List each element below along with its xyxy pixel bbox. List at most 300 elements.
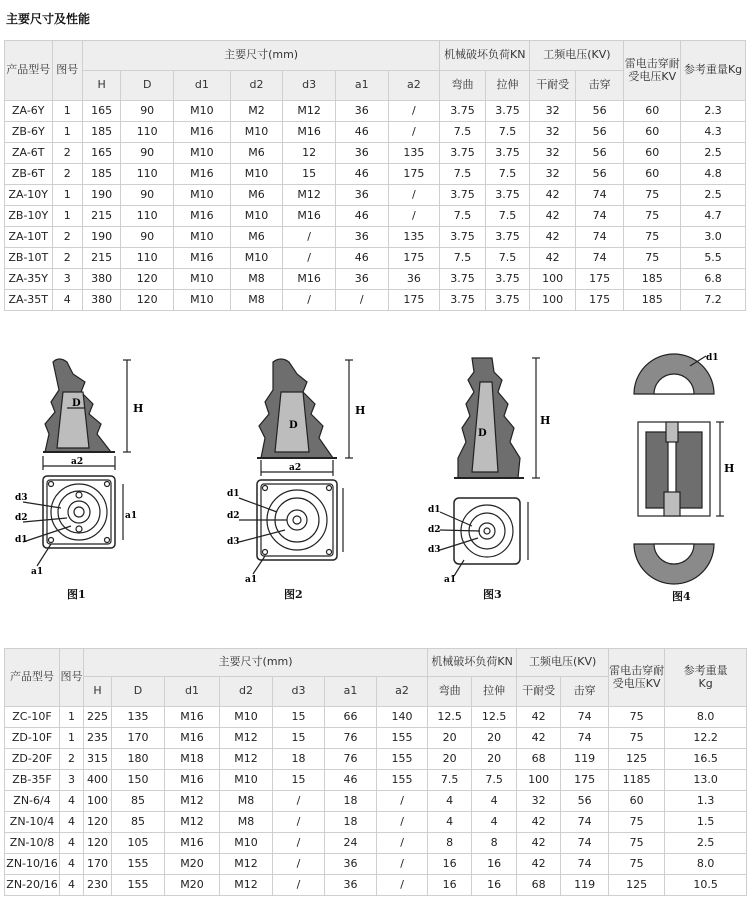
- table-cell: 24: [325, 833, 377, 854]
- header-figure-no: 图号: [52, 41, 82, 101]
- table-cell: 32: [530, 164, 576, 185]
- table-cell: 190: [82, 227, 120, 248]
- table-row: [5, 227, 746, 248]
- header-H: H: [82, 71, 120, 101]
- table-cell: 15: [273, 770, 325, 791]
- table-cell: 3.75: [440, 101, 486, 122]
- table-cell: 155: [377, 749, 428, 770]
- table-cell: /: [335, 290, 388, 311]
- table-cell: M16: [165, 728, 220, 749]
- table-cell: 185: [82, 164, 120, 185]
- table-cell: 75: [609, 812, 665, 833]
- table-cell: /: [377, 791, 428, 812]
- table-2-body: [5, 707, 747, 896]
- table-cell: 3: [52, 269, 82, 290]
- table-cell: 60: [624, 143, 681, 164]
- table-cell: 215: [82, 206, 120, 227]
- table-cell: 68: [517, 875, 561, 896]
- table-cell: 36: [325, 875, 377, 896]
- fig3-label-d1: d1: [428, 505, 441, 515]
- t2-header-power-freq: 工频电压(KV): [517, 649, 609, 677]
- table-cell: 3.75: [440, 185, 486, 206]
- header-bend: 弯曲: [440, 71, 486, 101]
- t2-header-figure-no: 图号: [60, 649, 84, 707]
- table-cell: 170: [84, 854, 112, 875]
- table-cell: 110: [121, 122, 174, 143]
- fig1-label-a2: a2: [71, 457, 84, 467]
- table-cell: 140: [377, 707, 428, 728]
- table-row: [5, 875, 747, 896]
- table-cell: 315: [84, 749, 112, 770]
- table-cell: 8.0: [665, 854, 747, 875]
- table-cell: 125: [609, 749, 665, 770]
- table-cell: M2: [230, 101, 283, 122]
- table-row: [5, 770, 747, 791]
- table-cell: M12: [220, 728, 273, 749]
- table-cell: M16: [174, 122, 231, 143]
- table-cell: 56: [561, 791, 609, 812]
- product-model-cell: ZA-6T: [5, 143, 53, 164]
- t2-header-d2: d2: [220, 677, 273, 707]
- table-cell: 12.5: [428, 707, 472, 728]
- table-row: [5, 164, 746, 185]
- table-row: [5, 143, 746, 164]
- table-cell: 32: [517, 791, 561, 812]
- table-cell: 105: [112, 833, 165, 854]
- table-cell: 170: [112, 728, 165, 749]
- fig4-label-d1: d1: [706, 353, 719, 363]
- table-cell: M20: [165, 875, 220, 896]
- table-cell: 3.75: [485, 269, 530, 290]
- table-cell: 75: [609, 854, 665, 875]
- table-cell: 120: [121, 269, 174, 290]
- table-cell: 119: [561, 875, 609, 896]
- fig3-label-H: H: [540, 414, 551, 427]
- product-model-cell: ZN-10/8: [5, 833, 60, 854]
- t2-header-weight: [665, 649, 747, 707]
- table-cell: /: [283, 290, 336, 311]
- table-cell: 56: [575, 122, 624, 143]
- table-cell: 60: [624, 101, 681, 122]
- table-cell: 74: [575, 227, 624, 248]
- table-cell: 74: [561, 812, 609, 833]
- fig2-label-d2: d2: [227, 511, 240, 521]
- fig2-label-D: D: [289, 420, 298, 431]
- fig3-label-d2: d2: [428, 525, 441, 535]
- header-tension: 拉伸: [485, 71, 530, 101]
- product-model-cell: ZN-6/4: [5, 791, 60, 812]
- table-cell: 100: [84, 791, 112, 812]
- table-cell: M20: [165, 854, 220, 875]
- table-cell: M10: [174, 290, 231, 311]
- table-cell: 16: [472, 854, 517, 875]
- table-cell: /: [388, 101, 440, 122]
- table-cell: 4: [60, 875, 84, 896]
- table-cell: 180: [112, 749, 165, 770]
- table-cell: 3.75: [485, 290, 530, 311]
- table-cell: 60: [624, 122, 681, 143]
- table-cell: 90: [121, 227, 174, 248]
- table-cell: 165: [82, 143, 120, 164]
- table-cell: 4: [60, 812, 84, 833]
- t2-header-d1: d1: [165, 677, 220, 707]
- t2-header-a2: a2: [377, 677, 428, 707]
- table-cell: 400: [84, 770, 112, 791]
- product-model-cell: ZA-10T: [5, 227, 53, 248]
- table-cell: 10.5: [665, 875, 747, 896]
- table-cell: 46: [335, 206, 388, 227]
- t2-header-breakdown: 击穿: [561, 677, 609, 707]
- table-row: [5, 749, 747, 770]
- table-cell: M12: [283, 101, 336, 122]
- table-cell: 42: [530, 206, 576, 227]
- table-row: [5, 206, 746, 227]
- table-cell: 42: [517, 854, 561, 875]
- table-cell: 68: [517, 749, 561, 770]
- product-model-cell: ZA-6Y: [5, 101, 53, 122]
- page-title: 主要尺寸及性能: [6, 12, 91, 26]
- table-cell: 225: [84, 707, 112, 728]
- table-row: [5, 185, 746, 206]
- table-1-body: [5, 101, 746, 311]
- table-cell: 4: [472, 791, 517, 812]
- table-cell: /: [388, 185, 440, 206]
- table-cell: /: [377, 833, 428, 854]
- table-cell: 85: [112, 791, 165, 812]
- table-cell: 74: [561, 833, 609, 854]
- table-cell: M6: [230, 143, 283, 164]
- product-model-cell: ZD-10F: [5, 728, 60, 749]
- table-cell: M8: [220, 812, 273, 833]
- fig3-label-D: D: [478, 428, 487, 439]
- table-cell: 36: [335, 227, 388, 248]
- table-cell: 4: [428, 791, 472, 812]
- table-cell: 42: [517, 728, 561, 749]
- fig2-label-d3: d3: [227, 537, 240, 547]
- fig1-label-d3: d3: [15, 493, 28, 503]
- table-cell: 4: [472, 812, 517, 833]
- product-model-cell: ZD-20F: [5, 749, 60, 770]
- table-cell: 175: [561, 770, 609, 791]
- product-model-cell: ZN-20/16: [5, 875, 60, 896]
- table-cell: M10: [174, 101, 231, 122]
- table-cell: 2: [52, 143, 82, 164]
- table-cell: M16: [283, 122, 336, 143]
- table-cell: M8: [230, 269, 283, 290]
- t2-header-dry-withstand: 干耐受: [517, 677, 561, 707]
- table-cell: M16: [283, 269, 336, 290]
- table-cell: /: [273, 812, 325, 833]
- figure-4-drawing: [620, 352, 740, 597]
- table-cell: 15: [273, 728, 325, 749]
- table-cell: 3.75: [440, 290, 486, 311]
- table-cell: 42: [530, 185, 576, 206]
- figure-2-drawing: [225, 352, 365, 597]
- product-model-cell: ZA-10Y: [5, 185, 53, 206]
- table-cell: 60: [624, 164, 681, 185]
- table-row: [5, 707, 747, 728]
- table-cell: 18: [273, 749, 325, 770]
- table-cell: 75: [609, 707, 665, 728]
- table-row: [5, 791, 747, 812]
- table-cell: M10: [230, 122, 283, 143]
- table-cell: 18: [325, 812, 377, 833]
- table-cell: 3: [60, 770, 84, 791]
- table-cell: 3.0: [681, 227, 746, 248]
- table-cell: 8: [472, 833, 517, 854]
- table-cell: 100: [530, 290, 576, 311]
- figure-4-caption: 图4: [672, 590, 691, 603]
- table-cell: /: [283, 227, 336, 248]
- table-cell: 1: [60, 728, 84, 749]
- table-cell: 42: [517, 812, 561, 833]
- table-cell: M10: [220, 770, 273, 791]
- table-cell: M16: [165, 707, 220, 728]
- table-cell: M12: [165, 812, 220, 833]
- table-cell: 56: [575, 101, 624, 122]
- header-d2: d2: [230, 71, 283, 101]
- table-cell: 7.5: [472, 770, 517, 791]
- table-cell: M10: [174, 227, 231, 248]
- table-cell: 7.5: [485, 206, 530, 227]
- table-row: [5, 833, 747, 854]
- table-cell: 42: [530, 227, 576, 248]
- fig1-label-H: H: [133, 402, 144, 415]
- table-cell: 165: [82, 101, 120, 122]
- table-cell: 75: [624, 185, 681, 206]
- table-cell: 76: [325, 749, 377, 770]
- table-row: [5, 101, 746, 122]
- table-cell: /: [377, 812, 428, 833]
- product-model-cell: ZN-10/4: [5, 812, 60, 833]
- table-cell: 119: [561, 749, 609, 770]
- table-cell: 75: [624, 227, 681, 248]
- table-cell: 185: [82, 122, 120, 143]
- table-cell: 155: [377, 728, 428, 749]
- table-row: [5, 290, 746, 311]
- table-row: [5, 812, 747, 833]
- t2-header-lightning: 雷电击穿耐受电压KV: [609, 649, 665, 707]
- table-cell: 2: [52, 227, 82, 248]
- table-cell: 4: [60, 854, 84, 875]
- table-cell: M12: [220, 749, 273, 770]
- table-cell: 380: [82, 290, 120, 311]
- table-cell: 1: [52, 185, 82, 206]
- fig2-label-a2: a2: [289, 463, 302, 473]
- fig2-label-a1: a1: [245, 575, 258, 585]
- table-cell: 7.5: [440, 122, 486, 143]
- t2-header-weight-line2: Kg: [698, 676, 713, 690]
- table-cell: 13.0: [665, 770, 747, 791]
- fig1-label-d1: d1: [15, 535, 28, 545]
- table-cell: 7.5: [440, 206, 486, 227]
- table-cell: 12.2: [665, 728, 747, 749]
- header-breakdown: 击穿: [575, 71, 624, 101]
- header-d3: d3: [283, 71, 336, 101]
- product-model-cell: ZB-6T: [5, 164, 53, 185]
- table-cell: 74: [575, 248, 624, 269]
- table-cell: 90: [121, 101, 174, 122]
- table-cell: 3.75: [440, 143, 486, 164]
- table-cell: 16.5: [665, 749, 747, 770]
- table-cell: 36: [335, 143, 388, 164]
- table-cell: 32: [530, 101, 576, 122]
- table-cell: 110: [121, 206, 174, 227]
- t2-header-product-model: 产品型号: [5, 649, 60, 707]
- table-cell: M6: [230, 185, 283, 206]
- table-cell: 175: [388, 290, 440, 311]
- table-cell: /: [273, 833, 325, 854]
- table-cell: 75: [624, 206, 681, 227]
- header-D: D: [121, 71, 174, 101]
- table-cell: 175: [388, 164, 440, 185]
- table-row: [5, 854, 747, 875]
- table-cell: 110: [121, 248, 174, 269]
- table-cell: 46: [335, 122, 388, 143]
- table-cell: M6: [230, 227, 283, 248]
- table-cell: M16: [165, 833, 220, 854]
- table-cell: 66: [325, 707, 377, 728]
- table-cell: 7.5: [485, 122, 530, 143]
- table-cell: 190: [82, 185, 120, 206]
- table-cell: 46: [335, 164, 388, 185]
- table-cell: 1: [52, 122, 82, 143]
- table-cell: 75: [609, 833, 665, 854]
- table-cell: 3.75: [440, 227, 486, 248]
- table-cell: 76: [325, 728, 377, 749]
- table-cell: M10: [174, 269, 231, 290]
- header-weight: 参考重量Kg: [681, 41, 746, 101]
- table-cell: 2: [52, 248, 82, 269]
- table-cell: 18: [325, 791, 377, 812]
- table-cell: M12: [165, 791, 220, 812]
- table-cell: 75: [609, 728, 665, 749]
- table-cell: 135: [388, 143, 440, 164]
- fig1-label-a1-bottom: a1: [31, 567, 44, 577]
- table-cell: 1.3: [665, 791, 747, 812]
- table-cell: 46: [325, 770, 377, 791]
- table-cell: 100: [530, 269, 576, 290]
- table-row: [5, 728, 747, 749]
- table-cell: 7.5: [440, 164, 486, 185]
- table-cell: 42: [517, 833, 561, 854]
- table-cell: 3.75: [485, 143, 530, 164]
- table-cell: 20: [428, 728, 472, 749]
- spec-table-2: [4, 648, 747, 896]
- table-cell: 12: [283, 143, 336, 164]
- table-cell: 6.8: [681, 269, 746, 290]
- table-cell: M12: [220, 854, 273, 875]
- table-cell: 36: [388, 269, 440, 290]
- table-cell: 2.5: [665, 833, 747, 854]
- table-cell: 56: [575, 143, 624, 164]
- table-cell: M12: [220, 875, 273, 896]
- t2-header-D: D: [112, 677, 165, 707]
- table-cell: 2.5: [681, 185, 746, 206]
- header-a2: a2: [388, 71, 440, 101]
- product-model-cell: ZN-10/16: [5, 854, 60, 875]
- table-cell: 32: [530, 122, 576, 143]
- table-cell: 4: [60, 791, 84, 812]
- table-cell: /: [273, 854, 325, 875]
- table-cell: 155: [377, 770, 428, 791]
- fig2-label-d1: d1: [227, 489, 240, 499]
- figure-2-caption: 图2: [284, 588, 303, 601]
- table-cell: 36: [335, 101, 388, 122]
- fig1-label-a1: a1: [125, 511, 138, 521]
- table-cell: 75: [624, 248, 681, 269]
- fig3-label-d3: d3: [428, 545, 441, 555]
- table-cell: 215: [82, 248, 120, 269]
- table-cell: 2: [52, 164, 82, 185]
- table-cell: 56: [575, 164, 624, 185]
- product-model-cell: ZB-10Y: [5, 206, 53, 227]
- table-cell: 46: [335, 248, 388, 269]
- table-cell: 12.5: [472, 707, 517, 728]
- figure-3-caption: 图3: [483, 588, 502, 601]
- table-cell: 7.5: [485, 164, 530, 185]
- header-power-freq: 工频电压(KV): [530, 41, 624, 71]
- table-cell: 110: [121, 164, 174, 185]
- table-cell: M10: [230, 164, 283, 185]
- table-cell: 1.5: [665, 812, 747, 833]
- table-cell: 1: [52, 206, 82, 227]
- table-cell: 16: [428, 854, 472, 875]
- table-cell: 15: [273, 707, 325, 728]
- table-cell: 74: [561, 728, 609, 749]
- table-cell: 7.2: [681, 290, 746, 311]
- header-a1: a1: [335, 71, 388, 101]
- header-product-model: 产品型号: [5, 41, 53, 101]
- table-cell: 42: [517, 707, 561, 728]
- table-cell: 15: [283, 164, 336, 185]
- table-cell: 60: [609, 791, 665, 812]
- table-cell: 100: [517, 770, 561, 791]
- table-cell: 16: [472, 875, 517, 896]
- product-model-cell: ZB-6Y: [5, 122, 53, 143]
- t2-header-weight-line1: 参考重量: [683, 663, 728, 677]
- table-cell: M10: [230, 248, 283, 269]
- table-cell: 3.75: [485, 101, 530, 122]
- table-cell: M8: [220, 791, 273, 812]
- table-cell: /: [377, 854, 428, 875]
- table-cell: 120: [84, 812, 112, 833]
- fig1-label-d2: d2: [15, 513, 28, 523]
- figure-1-drawing: [15, 352, 155, 597]
- table-cell: 125: [609, 875, 665, 896]
- table-cell: /: [273, 791, 325, 812]
- table-cell: 155: [112, 875, 165, 896]
- table-cell: 4.7: [681, 206, 746, 227]
- table-cell: 1: [60, 707, 84, 728]
- table-cell: 20: [428, 749, 472, 770]
- table-cell: M12: [283, 185, 336, 206]
- table-cell: 7.5: [428, 770, 472, 791]
- table-cell: M10: [174, 143, 231, 164]
- table-cell: M10: [174, 185, 231, 206]
- table-cell: 8: [428, 833, 472, 854]
- table-cell: 74: [561, 707, 609, 728]
- table-cell: 74: [575, 206, 624, 227]
- table-cell: /: [377, 875, 428, 896]
- table-cell: 4: [428, 812, 472, 833]
- table-cell: 74: [575, 185, 624, 206]
- table-cell: 1: [52, 101, 82, 122]
- product-model-cell: ZC-10F: [5, 707, 60, 728]
- table-cell: 185: [624, 269, 681, 290]
- table-cell: M16: [174, 206, 231, 227]
- table-cell: 4.8: [681, 164, 746, 185]
